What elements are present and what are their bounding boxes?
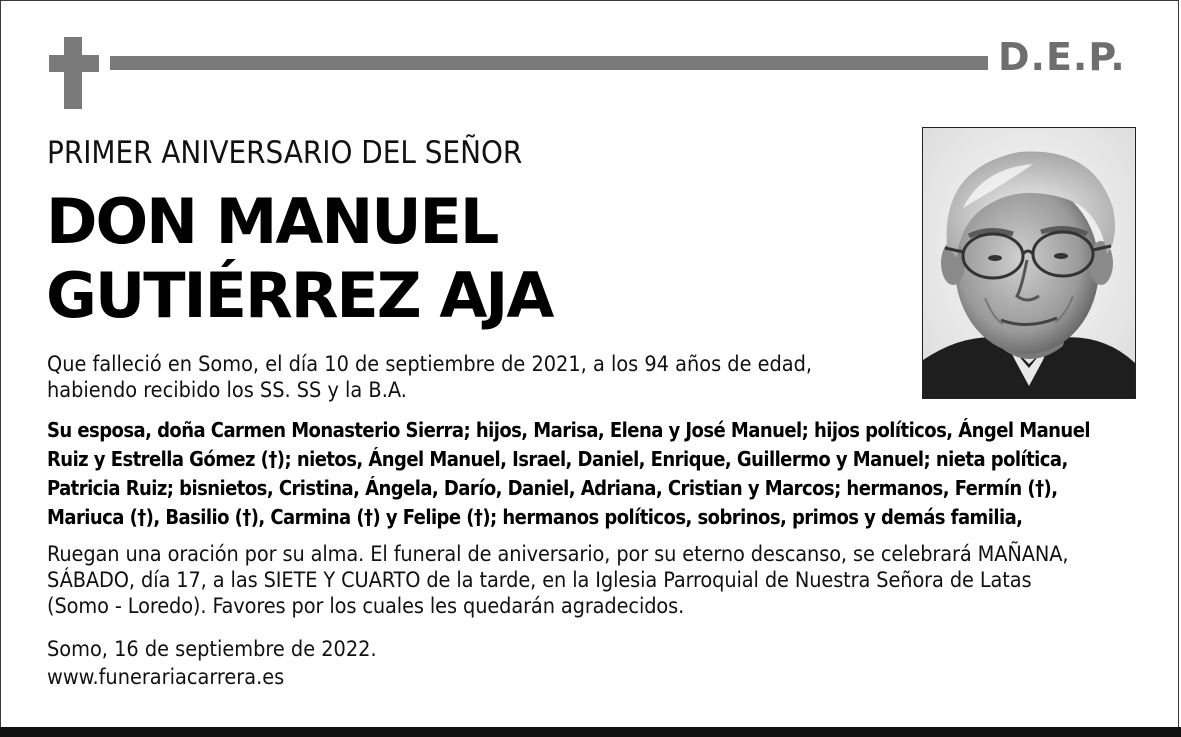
cross-icon	[49, 37, 99, 109]
death-notice-intro	[47, 352, 812, 404]
name-line-1: DON MANUEL	[46, 185, 498, 258]
portrait-photo	[922, 127, 1136, 399]
anniversary-subtitle: PRIMER ANIVERSARIO DEL SEÑOR	[47, 135, 523, 171]
deceased-name	[46, 185, 552, 333]
bottom-border-bar	[0, 727, 1181, 737]
header-rule	[110, 56, 988, 70]
family-line: Ruiz y Estrella Gómez (†); nietos, Ángel Manuel, Israel, Daniel, Enrique, Guillermo y Manuel; nieta política,	[47, 447, 1068, 471]
family-line: Patricia Ruiz; bisnietos, Cristina, Ángela, Darío, Daniel, Adriana, Cristian y Marcos; hermanos, Fermín (†),	[47, 476, 1058, 500]
family-line: Mariuca (†), Basilio (†), Carmina (†) y Felipe (†); hermanos políticos, sobrinos, primos y demás familia,	[47, 505, 1023, 529]
funeral-announcement	[47, 542, 1068, 620]
funeral-home-website: www.funerariacarrera.es	[47, 665, 285, 690]
dep-label: D.E.P.	[998, 35, 1126, 79]
family-line: Su esposa, doña Carmen Monasterio Sierra; hijos, Marisa, Elena y José Manuel; hijos políticos, Ángel Manuel	[47, 418, 1090, 442]
prayer-line: SÁBADO, día 17, a las SIETE Y CUARTO de la tarde, en la Iglesia Parroquial de Nuestra Señora de Latas	[47, 568, 1032, 593]
family-mourners	[47, 416, 1090, 532]
intro-line: habiendo recibido los SS. SS y la B.A.	[47, 378, 407, 403]
name-line-2: GUTIÉRREZ AJA	[46, 259, 553, 332]
prayer-line: (Somo - Loredo). Favores por los cuales les quedarán agradecidos.	[47, 594, 685, 619]
intro-line: Que falleció en Somo, el día 10 de septiembre de 2021, a los 94 años de edad,	[47, 352, 813, 377]
prayer-line: Ruegan una oración por su alma. El funeral de aniversario, por su eterno descanso, se celebrará MAÑANA,	[47, 542, 1069, 567]
notice-date: Somo, 16 de septiembre de 2022.	[47, 637, 377, 662]
